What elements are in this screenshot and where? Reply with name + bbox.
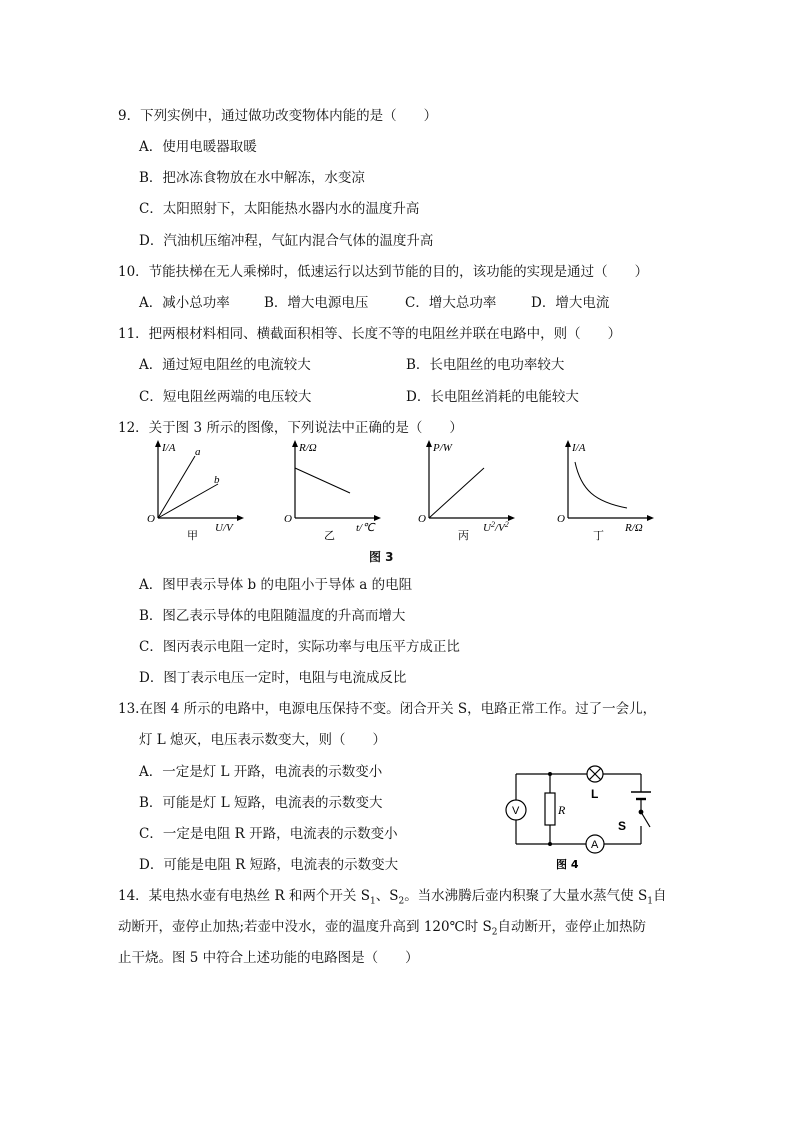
y-arrow	[426, 440, 432, 447]
graph-jia	[145, 438, 245, 542]
y-label: P/W	[433, 442, 452, 454]
q12-option-a: A．图甲表示导体 b 的电阻小于导体 a 的电阻	[139, 577, 413, 593]
figure-3-caption: 图 3	[369, 550, 394, 564]
graph-yi	[282, 438, 382, 542]
lamp-label: L	[591, 787, 599, 801]
q13-option-b: B．可能是灯 L 短路，电流表的示数变大	[139, 795, 383, 811]
y-arrow	[565, 440, 571, 447]
q12-option-d: D．图丁表示电压一定时，电阻与电流成反比	[139, 670, 407, 686]
origin: O	[284, 513, 292, 525]
x-label: U/V	[215, 522, 233, 534]
q10-option-a: A．减小总功率	[139, 295, 230, 311]
q13-option-a: A．一定是灯 L 开路，电流表的示数变小	[139, 764, 383, 780]
line	[295, 468, 350, 493]
switch-label: S	[618, 819, 627, 833]
q12-option-b: B．图乙表示导体的电阻随温度的升高而增大	[139, 608, 406, 624]
q9-stem: 9．下列实例中，通过做功改变物体内能的是（ ）	[118, 108, 438, 124]
ammeter-label: A	[591, 839, 599, 851]
q13-stem-line1: 13.在图 4 所示的电路中，电源电压保持不变。闭合开关 S，电路正常工作。过了一会儿，	[118, 701, 657, 717]
q13-stem-line2: 灯 L 熄灭，电压表示数变大，则（ ）	[139, 732, 387, 748]
q14-line3: 止干烧。图 5 中符合上述功能的电路图是（ ）	[118, 950, 419, 966]
y-label: I/A	[162, 442, 176, 454]
origin: O	[147, 513, 155, 525]
origin: O	[557, 513, 565, 525]
x-arrow	[374, 515, 381, 521]
q9-option-c: C．太阳照射下，太阳能热水器内水的温度升高	[139, 201, 420, 217]
q10-option-d: D．增大电流	[531, 295, 610, 311]
q11-option-d: D．长电阻丝消耗的电能较大	[406, 389, 579, 405]
line-a	[158, 456, 195, 518]
q14-line2: 动断开，壶停止加热;若壶中没水，壶的温度升高到 120℃时 $S_2$自动断开，壶停止加热防	[118, 919, 646, 938]
resistor-label: R	[558, 803, 566, 817]
q12-option-c: C．图丙表示电阻一定时，实际功率与电压平方成正比	[139, 639, 460, 655]
q11-option-c: C．短电阻丝两端的电压较大	[139, 389, 312, 405]
label-a: a	[195, 446, 201, 458]
y-label: R/Ω	[299, 442, 317, 454]
x-arrow	[647, 515, 654, 521]
x-arrow	[237, 515, 244, 521]
x-label: t/℃	[356, 522, 375, 534]
label-b: b	[214, 474, 220, 486]
voltmeter-label: V	[512, 805, 520, 817]
graph-name: 丙	[458, 529, 469, 542]
x-label: $U^2/V^2$	[483, 520, 509, 534]
resistor	[545, 793, 555, 825]
x-label: R/Ω	[625, 522, 643, 534]
q9-option-a: A．使用电暖器取暖	[139, 139, 257, 155]
q9-option-d: D．汽油机压缩冲程，气缸内混合气体的温度升高	[139, 233, 434, 249]
y-arrow	[155, 440, 161, 447]
q11-option-b: B．长电阻丝的电功率较大	[406, 357, 565, 373]
graph-ding	[555, 438, 655, 542]
curve	[575, 462, 627, 508]
circuit-figure-4	[498, 764, 668, 874]
q10-option-b: B．增大电源电压	[264, 295, 369, 311]
q14-line1: 14．某电热水壶有电热丝 R 和两个开关 $S_1$、$S_2$。当水沸腾后壶内积聚了大量水蒸气使 $S_1$自	[118, 888, 667, 907]
x-arrow	[508, 515, 515, 521]
q10-option-c: C．增大总功率	[405, 295, 497, 311]
q13-option-d: D．可能是电阻 R 短路，电流表的示数变大	[139, 857, 399, 873]
y-arrow	[292, 440, 298, 447]
graph-name: 甲	[187, 529, 198, 542]
q11-stem: 11．把两根材料相同、横截面积相等、长度不等的电阻丝并联在电路中，则（ ）	[118, 326, 622, 342]
q12-stem: 12．关于图 3 所示的图像，下列说法中正确的是（ ）	[118, 420, 463, 436]
q10-stem: 10．节能扶梯在无人乘梯时，低速运行以达到节能的目的，该功能的实现是通过（ ）	[118, 264, 649, 280]
graph-name: 丁	[593, 529, 604, 542]
graph-name: 乙	[324, 529, 335, 542]
origin: O	[418, 513, 426, 525]
graph-bing	[416, 438, 526, 542]
q11-option-a: A．通过短电阻丝的电流较大	[139, 357, 311, 373]
figure-4-caption: 图 4	[556, 858, 579, 871]
q9-option-b: B．把冰冻食物放在水中解冻，水变凉	[139, 170, 365, 186]
line-b	[158, 484, 218, 518]
q13-option-c: C．一定是电阻 R 开路，电流表的示数变小	[139, 826, 398, 842]
y-label: I/A	[572, 442, 586, 454]
line	[429, 468, 484, 518]
